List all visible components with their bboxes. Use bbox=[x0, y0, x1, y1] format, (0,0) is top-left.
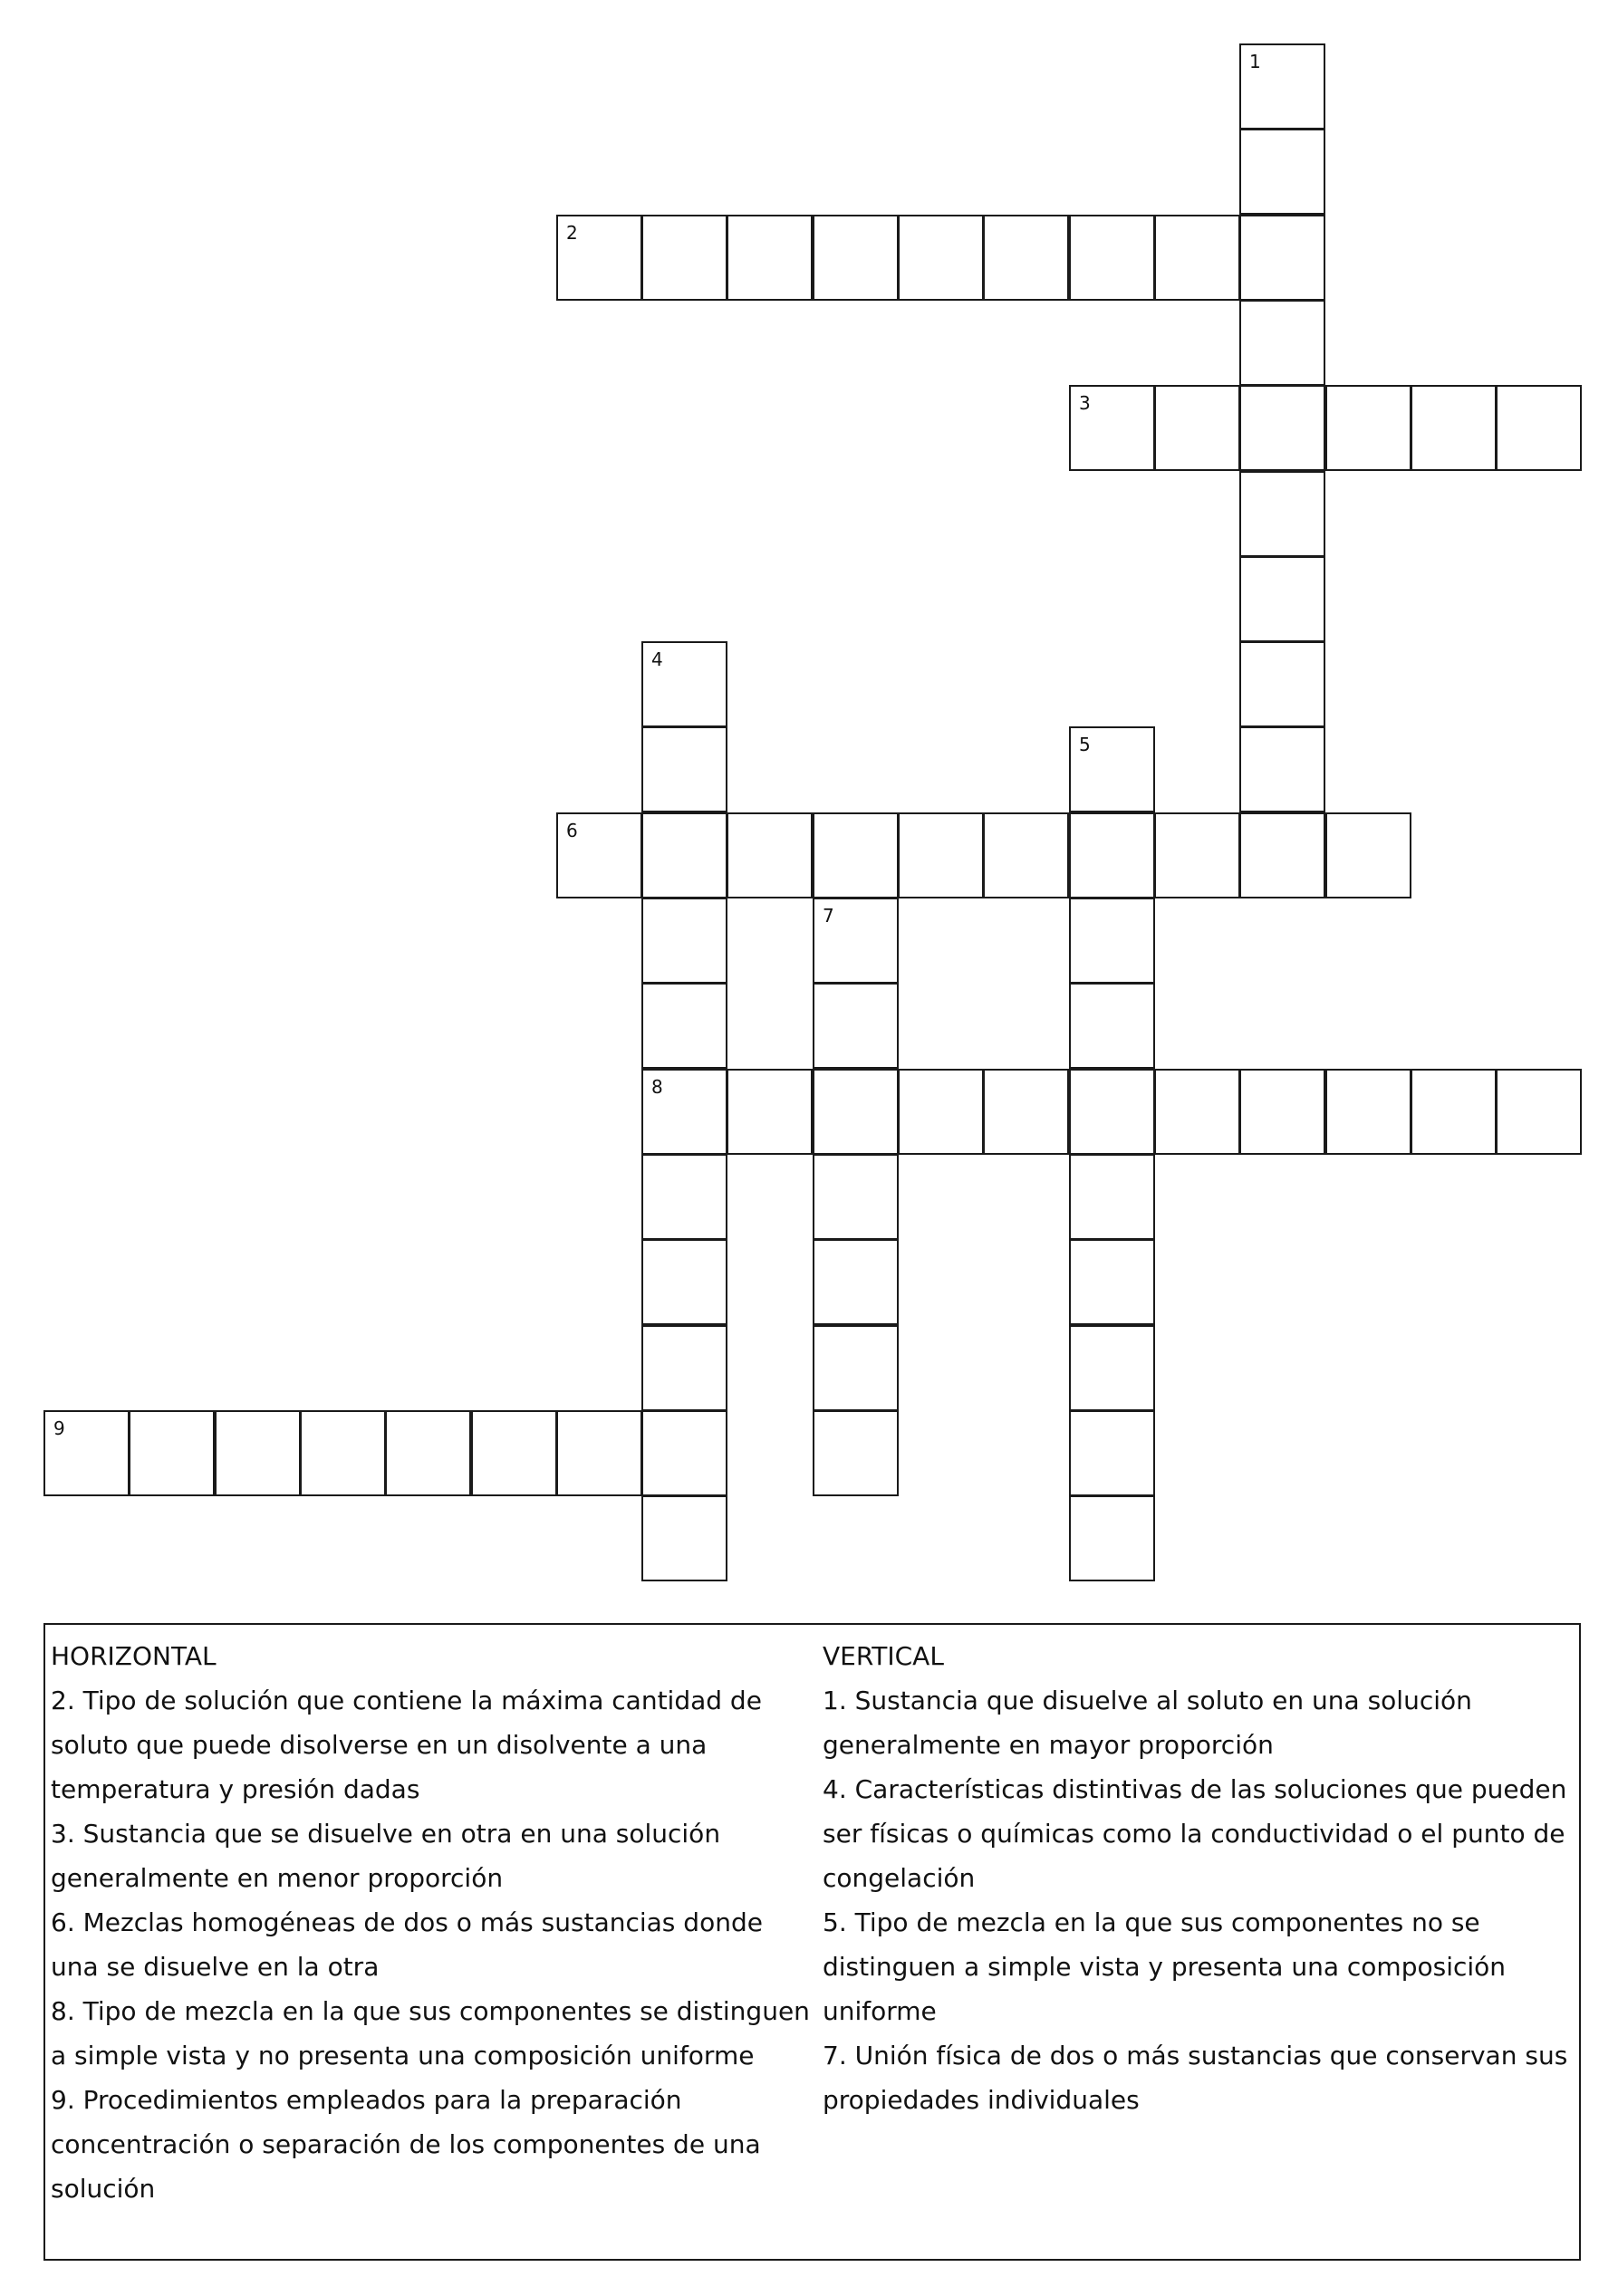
grid-cell[interactable] bbox=[1069, 1495, 1155, 1581]
grid-cell[interactable] bbox=[1069, 1410, 1155, 1496]
clues-box bbox=[43, 1623, 1581, 2261]
clue-number: 8 bbox=[651, 1076, 663, 1098]
clue-number: 7 bbox=[823, 905, 834, 927]
grid-cell[interactable] bbox=[556, 1410, 642, 1496]
clue-number: 9 bbox=[53, 1417, 65, 1439]
grid-cell[interactable] bbox=[215, 1410, 301, 1496]
grid-cell[interactable] bbox=[641, 726, 727, 812]
grid-cell[interactable] bbox=[1239, 471, 1325, 557]
grid-cell[interactable] bbox=[1069, 812, 1155, 898]
grid-cell[interactable] bbox=[813, 215, 899, 301]
grid-cell[interactable] bbox=[1239, 726, 1325, 812]
grid-cell[interactable] bbox=[727, 812, 813, 898]
grid-cell[interactable] bbox=[983, 215, 1069, 301]
grid-cell[interactable] bbox=[641, 1069, 727, 1155]
grid-cell[interactable] bbox=[1069, 898, 1155, 984]
grid-cell[interactable] bbox=[641, 983, 727, 1069]
clue-down-7: 7. Unión física de dos o más sustancias que conservan sus propiedades individuales bbox=[823, 2041, 1568, 2115]
grid-cell[interactable] bbox=[813, 812, 899, 898]
grid-cell[interactable] bbox=[898, 215, 984, 301]
grid-cell[interactable] bbox=[1411, 1069, 1497, 1155]
grid-cell[interactable] bbox=[641, 898, 727, 984]
grid-cell[interactable] bbox=[813, 1239, 899, 1325]
grid-cell[interactable] bbox=[1069, 1239, 1155, 1325]
grid-cell[interactable] bbox=[898, 812, 984, 898]
grid-cell[interactable] bbox=[1239, 812, 1325, 898]
grid-cell[interactable] bbox=[813, 1410, 899, 1496]
grid-cell[interactable] bbox=[1325, 385, 1411, 471]
grid-cell[interactable] bbox=[1239, 215, 1325, 301]
grid-cell[interactable] bbox=[727, 215, 813, 301]
grid-cell[interactable] bbox=[813, 1154, 899, 1240]
grid-cell[interactable] bbox=[1154, 215, 1240, 301]
grid-cell[interactable] bbox=[1325, 1069, 1411, 1155]
grid-cell[interactable] bbox=[1239, 129, 1325, 215]
grid-cell[interactable] bbox=[556, 812, 642, 898]
grid-cell[interactable] bbox=[983, 812, 1069, 898]
grid-cell[interactable] bbox=[1069, 215, 1155, 301]
clue-number: 6 bbox=[566, 820, 578, 841]
grid-cell[interactable] bbox=[1239, 385, 1325, 471]
clue-across-9: 9. Procedimientos empleados para la preparación concentración o separación de los componentes de una solución bbox=[51, 2085, 761, 2204]
grid-cell[interactable] bbox=[43, 1410, 130, 1496]
grid-cell[interactable] bbox=[641, 1325, 727, 1411]
grid-cell[interactable] bbox=[641, 1410, 727, 1496]
grid-cell[interactable] bbox=[1239, 641, 1325, 727]
grid-cell[interactable] bbox=[727, 1069, 813, 1155]
clue-across-3: 3. Sustancia que se disuelve en otra en una solución generalmente en menor proporción bbox=[51, 1819, 721, 1893]
clue-down-1: 1. Sustancia que disuelve al soluto en una solución generalmente en mayor proporción bbox=[823, 1686, 1472, 1760]
grid-cell[interactable] bbox=[1239, 300, 1325, 386]
grid-cell[interactable] bbox=[556, 215, 642, 301]
grid-cell[interactable] bbox=[1411, 385, 1497, 471]
grid-cell[interactable] bbox=[1069, 1069, 1155, 1155]
clue-number: 1 bbox=[1249, 51, 1261, 72]
clue-across-8: 8. Tipo de mezcla en la que sus componentes se distinguen a simple vista y no presenta una composición uniforme bbox=[51, 1996, 810, 2070]
grid-cell[interactable] bbox=[300, 1410, 386, 1496]
horizontal-clues bbox=[51, 1634, 816, 2211]
grid-cell[interactable] bbox=[813, 898, 899, 984]
vertical-clues bbox=[823, 1634, 1578, 2122]
grid-cell[interactable] bbox=[1239, 1069, 1325, 1155]
grid-cell[interactable] bbox=[813, 1325, 899, 1411]
grid-cell[interactable] bbox=[641, 1239, 727, 1325]
clue-across-2: 2. Tipo de solución que contiene la máxima cantidad de soluto que puede disolverse en un disolvente a una temperatura y presión dadas bbox=[51, 1686, 762, 1804]
grid-cell[interactable] bbox=[1069, 385, 1155, 471]
grid-cell[interactable] bbox=[471, 1410, 557, 1496]
vertical-heading: VERTICAL bbox=[823, 1641, 944, 1671]
grid-cell[interactable] bbox=[641, 1495, 727, 1581]
grid-cell[interactable] bbox=[1496, 1069, 1582, 1155]
clue-number: 4 bbox=[651, 648, 663, 670]
clue-number: 3 bbox=[1079, 392, 1091, 414]
grid-cell[interactable] bbox=[1154, 812, 1240, 898]
clue-number: 5 bbox=[1079, 734, 1091, 755]
grid-cell[interactable] bbox=[1239, 556, 1325, 642]
grid-cell[interactable] bbox=[641, 641, 727, 727]
grid-cell[interactable] bbox=[1239, 43, 1325, 130]
grid-cell[interactable] bbox=[385, 1410, 471, 1496]
grid-cell[interactable] bbox=[1154, 385, 1240, 471]
grid-cell[interactable] bbox=[1069, 1325, 1155, 1411]
clue-number: 2 bbox=[566, 222, 578, 244]
grid-cell[interactable] bbox=[898, 1069, 984, 1155]
grid-cell[interactable] bbox=[983, 1069, 1069, 1155]
horizontal-heading: HORIZONTAL bbox=[51, 1641, 217, 1671]
grid-cell[interactable] bbox=[1069, 726, 1155, 812]
clue-across-6: 6. Mezclas homogéneas de dos o más sustancias donde una se disuelve en la otra bbox=[51, 1907, 763, 1982]
grid-cell[interactable] bbox=[641, 812, 727, 898]
grid-cell[interactable] bbox=[1069, 983, 1155, 1069]
grid-cell[interactable] bbox=[641, 215, 727, 301]
grid-cell[interactable] bbox=[813, 1069, 899, 1155]
grid-cell[interactable] bbox=[1154, 1069, 1240, 1155]
grid-cell[interactable] bbox=[641, 1154, 727, 1240]
grid-cell[interactable] bbox=[1325, 812, 1411, 898]
grid-cell[interactable] bbox=[813, 983, 899, 1069]
grid-cell[interactable] bbox=[1496, 385, 1582, 471]
grid-cell[interactable] bbox=[1069, 1154, 1155, 1240]
grid-cell[interactable] bbox=[129, 1410, 215, 1496]
clue-down-4: 4. Características distintivas de las soluciones que pueden ser físicas o químicas como la conductividad o el punto de congelación bbox=[823, 1774, 1567, 1893]
clue-down-5: 5. Tipo de mezcla en la que sus componentes no se distinguen a simple vista y presenta una composición uniforme bbox=[823, 1907, 1507, 2026]
